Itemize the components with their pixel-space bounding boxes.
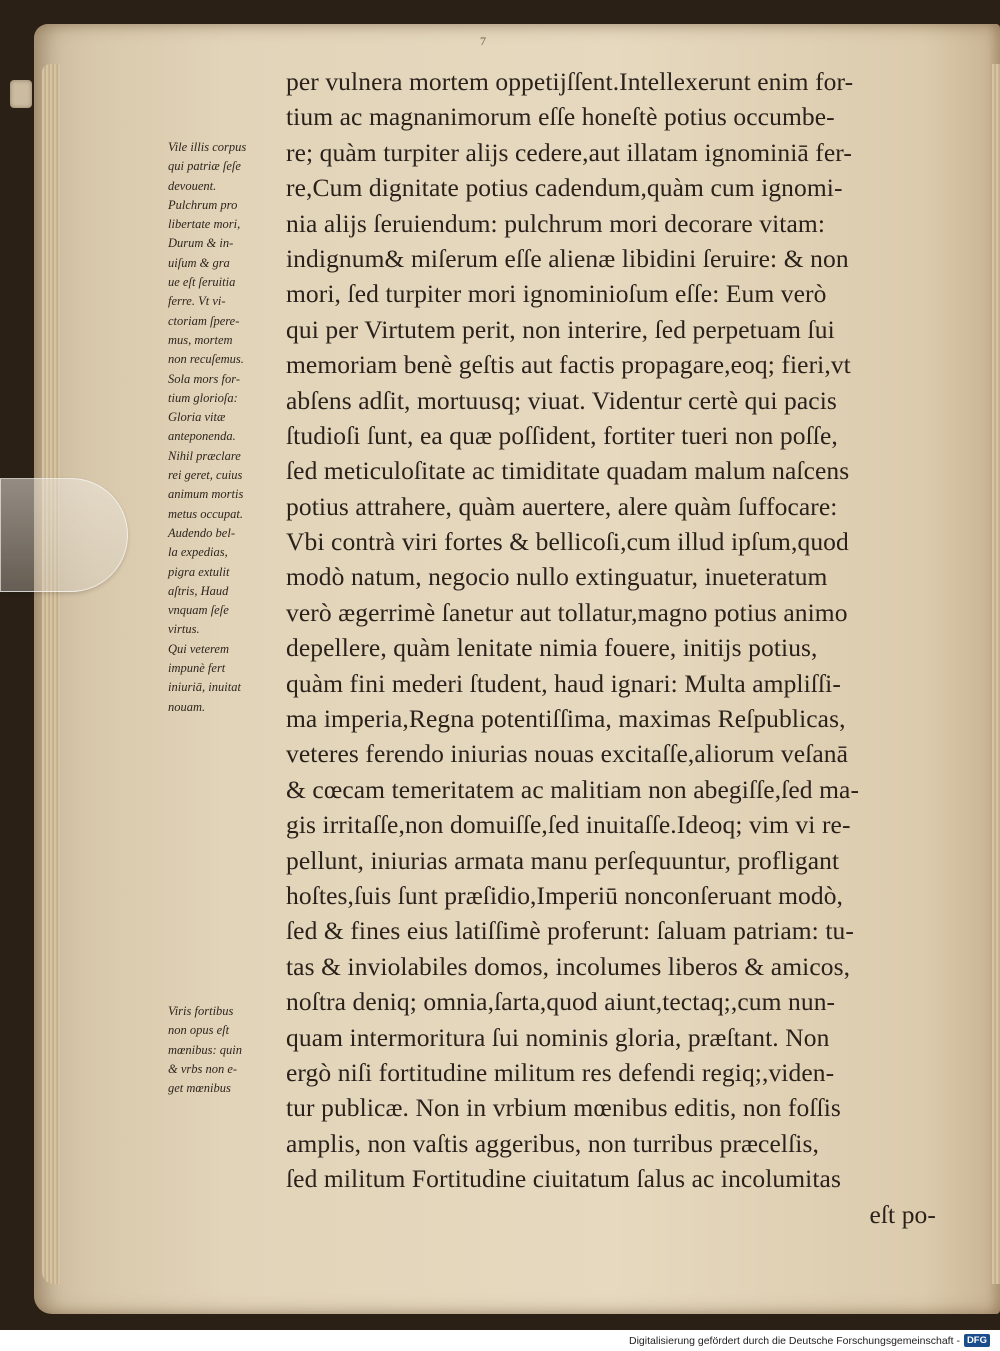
- marginal-note-line: impunè fert: [168, 661, 226, 676]
- text-line: potius attrahere, quàm auertere, alere quàm ſuffocare:: [286, 491, 838, 521]
- marginal-note-line: ferre. Vt vi-: [168, 294, 226, 309]
- marginal-note-line: vnquam ſeſe: [168, 603, 229, 618]
- folio-mark: 7: [480, 34, 486, 48]
- main-text-block: [286, 64, 936, 1232]
- text-line: memoriam benè geſtis aut factis propagare,eoq; fieri,vt: [286, 350, 851, 380]
- marginal-note-line: Pulchrum pro: [168, 197, 238, 212]
- marginal-note-line: & vrbs non e-: [168, 1061, 238, 1076]
- marginal-note-line: animum mortis: [168, 487, 244, 502]
- marginal-note-line: iniuriā, inuitat: [168, 680, 241, 695]
- catchword: eſt po-: [869, 1199, 936, 1229]
- marginal-note-line: qui patriæ ſeſe: [168, 159, 241, 174]
- marginal-note-line: metus occupat.: [168, 506, 243, 521]
- marginal-note-line: Viris fortibus: [168, 1004, 234, 1018]
- text-line: qui per Virtutem perit, non interire, ſed perpetuam ſui: [286, 314, 835, 344]
- marginal-note-line: Nihil præclare: [168, 448, 241, 463]
- marginal-note-line: nouam.: [168, 699, 206, 714]
- marginal-note-line: pigra extulit: [168, 564, 230, 579]
- marginal-note-line: tium glorioſa:: [168, 390, 238, 405]
- footer-credit: Digitalisierung gefördert durch die Deutsche Forschungsgemeinschaft -: [629, 1334, 960, 1347]
- marginal-note-line: libertate mori,: [168, 217, 241, 232]
- marginal-note-line: Durum & in-: [168, 236, 234, 251]
- text-line: tium ac magnanimorum eſſe honeſtè potius occumbe-: [286, 102, 835, 132]
- text-line: verò ægerrimè ſanetur aut tollatur,magno potius animo: [286, 597, 848, 627]
- text-line: ſed militum Fortitudine ciuitatum ſalus ac incolumitas: [286, 1164, 841, 1194]
- text-line: gis irritaſſe,non domuiſſe,ſed inuitaſſe.Ideoq; vim vi re-: [286, 810, 851, 840]
- marginal-note-line: virtus.: [168, 622, 200, 637]
- text-line: veteres ferendo iniurias nouas excitaſſe,aliorum veſanā: [286, 739, 849, 769]
- marginal-notes-bottom: [168, 1002, 286, 1098]
- page-edges-right: [992, 64, 1000, 1284]
- marginal-note-line: rei geret, cuius: [168, 468, 243, 483]
- marginal-note-line: devouent.: [168, 178, 217, 193]
- marginal-note-line: uiſum & gra: [168, 255, 230, 270]
- binding-tab: [10, 80, 32, 108]
- marginal-notes-top: [168, 138, 286, 717]
- text-line: tur publicæ. Non in vrbium mœnibus editis, non foſſis: [286, 1093, 841, 1123]
- marginal-note-line: get mœnibus: [168, 1081, 231, 1096]
- text-line: mori, ſed turpiter mori ignominioſum eſſe: Eum verò: [286, 279, 827, 309]
- marginal-note-line: Qui veterem: [168, 641, 229, 656]
- marginal-note-line: non recuſemus.: [168, 352, 244, 367]
- marginal-note-line: Gloria vitæ: [168, 410, 226, 425]
- dfg-logo: DFG: [964, 1334, 990, 1347]
- text-line: ſed meticuloſitate ac timiditate quadam malum naſcens: [286, 456, 850, 486]
- bookmark-strip: [0, 478, 128, 592]
- marginal-note-line: Vile illis corpus: [168, 140, 247, 154]
- text-line: Vbi contrà viri fortes & bellicoſi,cum illud ipſum,quod: [286, 527, 849, 557]
- text-line: indignum& miſerum eſſe alienæ libidini ſeruire: & non: [286, 243, 849, 273]
- page-edges-left: [42, 64, 60, 1284]
- marginal-note-line: anteponenda.: [168, 429, 236, 444]
- marginal-note-line: non opus eſt: [168, 1023, 230, 1038]
- marginal-note-line: ctoriam ſpere-: [168, 313, 240, 328]
- text-line: abſens adſit, mortuusq; viuat. Videntur certè qui pacis: [286, 385, 837, 415]
- text-line: hoſtes,ſuis ſunt præſidio,Imperiū nonconſeruant modò,: [286, 880, 844, 910]
- text-line: & cœcam temeritatem ac malitiam non abegiſſe,ſed ma-: [286, 774, 860, 804]
- marginal-note-line: ue eſt ſeruitia: [168, 275, 236, 290]
- text-line: quàm fini mederi ſtudent, haud ignari: Multa ampliſſi-: [286, 668, 841, 698]
- text-line: amplis, non vaſtis aggeribus, non turribus præcelſis,: [286, 1128, 819, 1158]
- marginal-note-line: Sola mors for-: [168, 371, 240, 386]
- text-line: re,Cum dignitate potius cadendum,quàm cum ignomi-: [286, 173, 843, 203]
- text-line: quam intermoritura ſui nominis gloria, præſtant. Non: [286, 1022, 830, 1052]
- text-line: ſtudioſi ſunt, ea quæ poſſident, fortiter tueri non poſſe,: [286, 420, 838, 450]
- footer-bar: [0, 1330, 1000, 1351]
- marginal-note-line: mœnibus: quin: [168, 1042, 242, 1057]
- text-line: per vulnera mortem oppetijſſent.Intellexerunt enim for-: [286, 67, 854, 96]
- text-line: nia alijs ſeruiendum: pulchrum mori decorare vitam:: [286, 208, 826, 238]
- marginal-note-line: Audendo bel-: [168, 525, 235, 540]
- text-line: tas & inviolabiles domos, incolumes liberos & amicos,: [286, 951, 851, 981]
- text-line: ma imperia,Regna potentiſſima, maximas Reſpublicas,: [286, 704, 846, 734]
- text-line: re; quàm turpiter alijs cedere,aut illatam ignominiā fer-: [286, 137, 852, 167]
- marginal-note-line: la expedias,: [168, 545, 228, 560]
- text-line: depellere, quàm lenitate nimia fouere, initijs potius,: [286, 633, 818, 663]
- text-line: pellunt, iniurias armata manu perſequuntur, profligant: [286, 845, 840, 875]
- text-line: ergò niſi fortitudine militum res defendi regiq;,viden-: [286, 1057, 835, 1087]
- text-line: ſed & fines eius latiſſimè proferunt: ſaluam patriam: tu-: [286, 916, 854, 946]
- text-line: modò natum, negocio nullo extinguatur, inueteratum: [286, 562, 828, 592]
- marginal-note-line: aſtris, Haud: [168, 583, 229, 598]
- text-line: noſtra deniq; omnia,ſarta,quod aiunt,tectaq;,cum nun-: [286, 987, 836, 1017]
- marginal-note-line: mus, mortem: [168, 332, 233, 347]
